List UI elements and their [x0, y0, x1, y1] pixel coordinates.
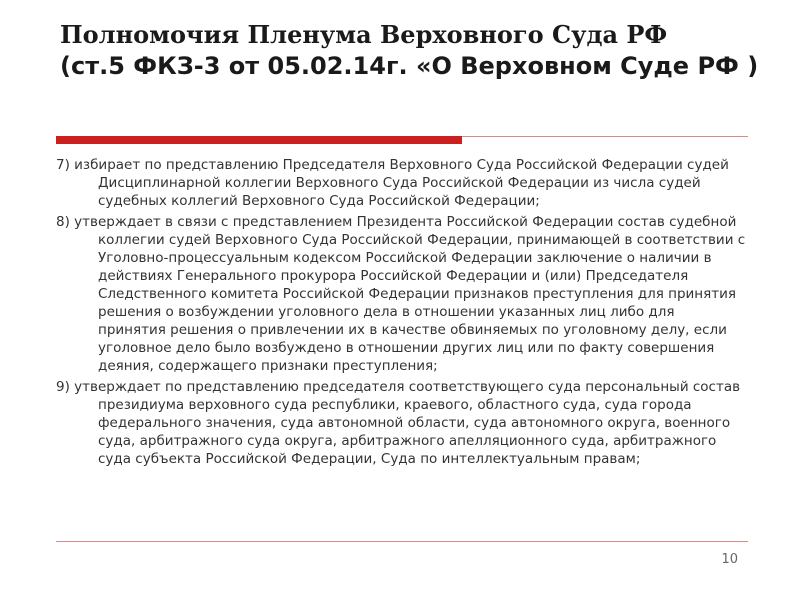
title-underline-thin [462, 136, 748, 137]
title-line-1: Полномочия Пленума Верховного Суда РФ [60, 20, 668, 49]
list-item-8: 8) утверждает в связи с представлением Президента Российской Федерации состав судебной коллегии судей Верховного Суда Российской Федерации, принимающей в соответствии с Уголовно-процессуальным кодексом Российской Федерации заключение о наличии в действиях Генерального прокурора Российской Федерации и (или) Председателя Следственного комитета Российской Федерации признаков преступления для принятия решения о возбуждении уголовного дела в отношении указанных лиц либо для принятия решения о привлечении их в качестве обвиняемых по уголовному делу, если уголовное дело было возбуждено в отношении других лиц или по факту совершения деяния, содержащего признаки преступления; [56, 214, 746, 374]
footer-divider [56, 541, 748, 542]
content-list [56, 156, 746, 471]
slide-title [60, 20, 760, 83]
page-number: 10 [721, 552, 738, 567]
title-line-2: (ст.5 ФКЗ-3 от 05.02.14г. «О Верховном Суде РФ ) [60, 52, 759, 80]
list-item-7: 7) избирает по представлению Председателя Верховного Суда Российской Федерации судей Дисциплинарной коллегии Верховного Суда Российской Федерации из числа судей судебных коллегий Верховного Суда Российской Федерации; [56, 157, 729, 209]
list-item-9: 9) утверждает по представлению председателя соответствующего суда персональный состав президиума верховного суда республики, краевого, областного суда, суда города федерального значения, суда автономной области, суда автономного округа, военного суда, арбитражного суда округа, арбитражного апелляционного суда, арбитражного суда субъекта Российской Федерации, Суда по интеллектуальным правам; [56, 379, 741, 467]
title-underline-accent [56, 136, 462, 144]
